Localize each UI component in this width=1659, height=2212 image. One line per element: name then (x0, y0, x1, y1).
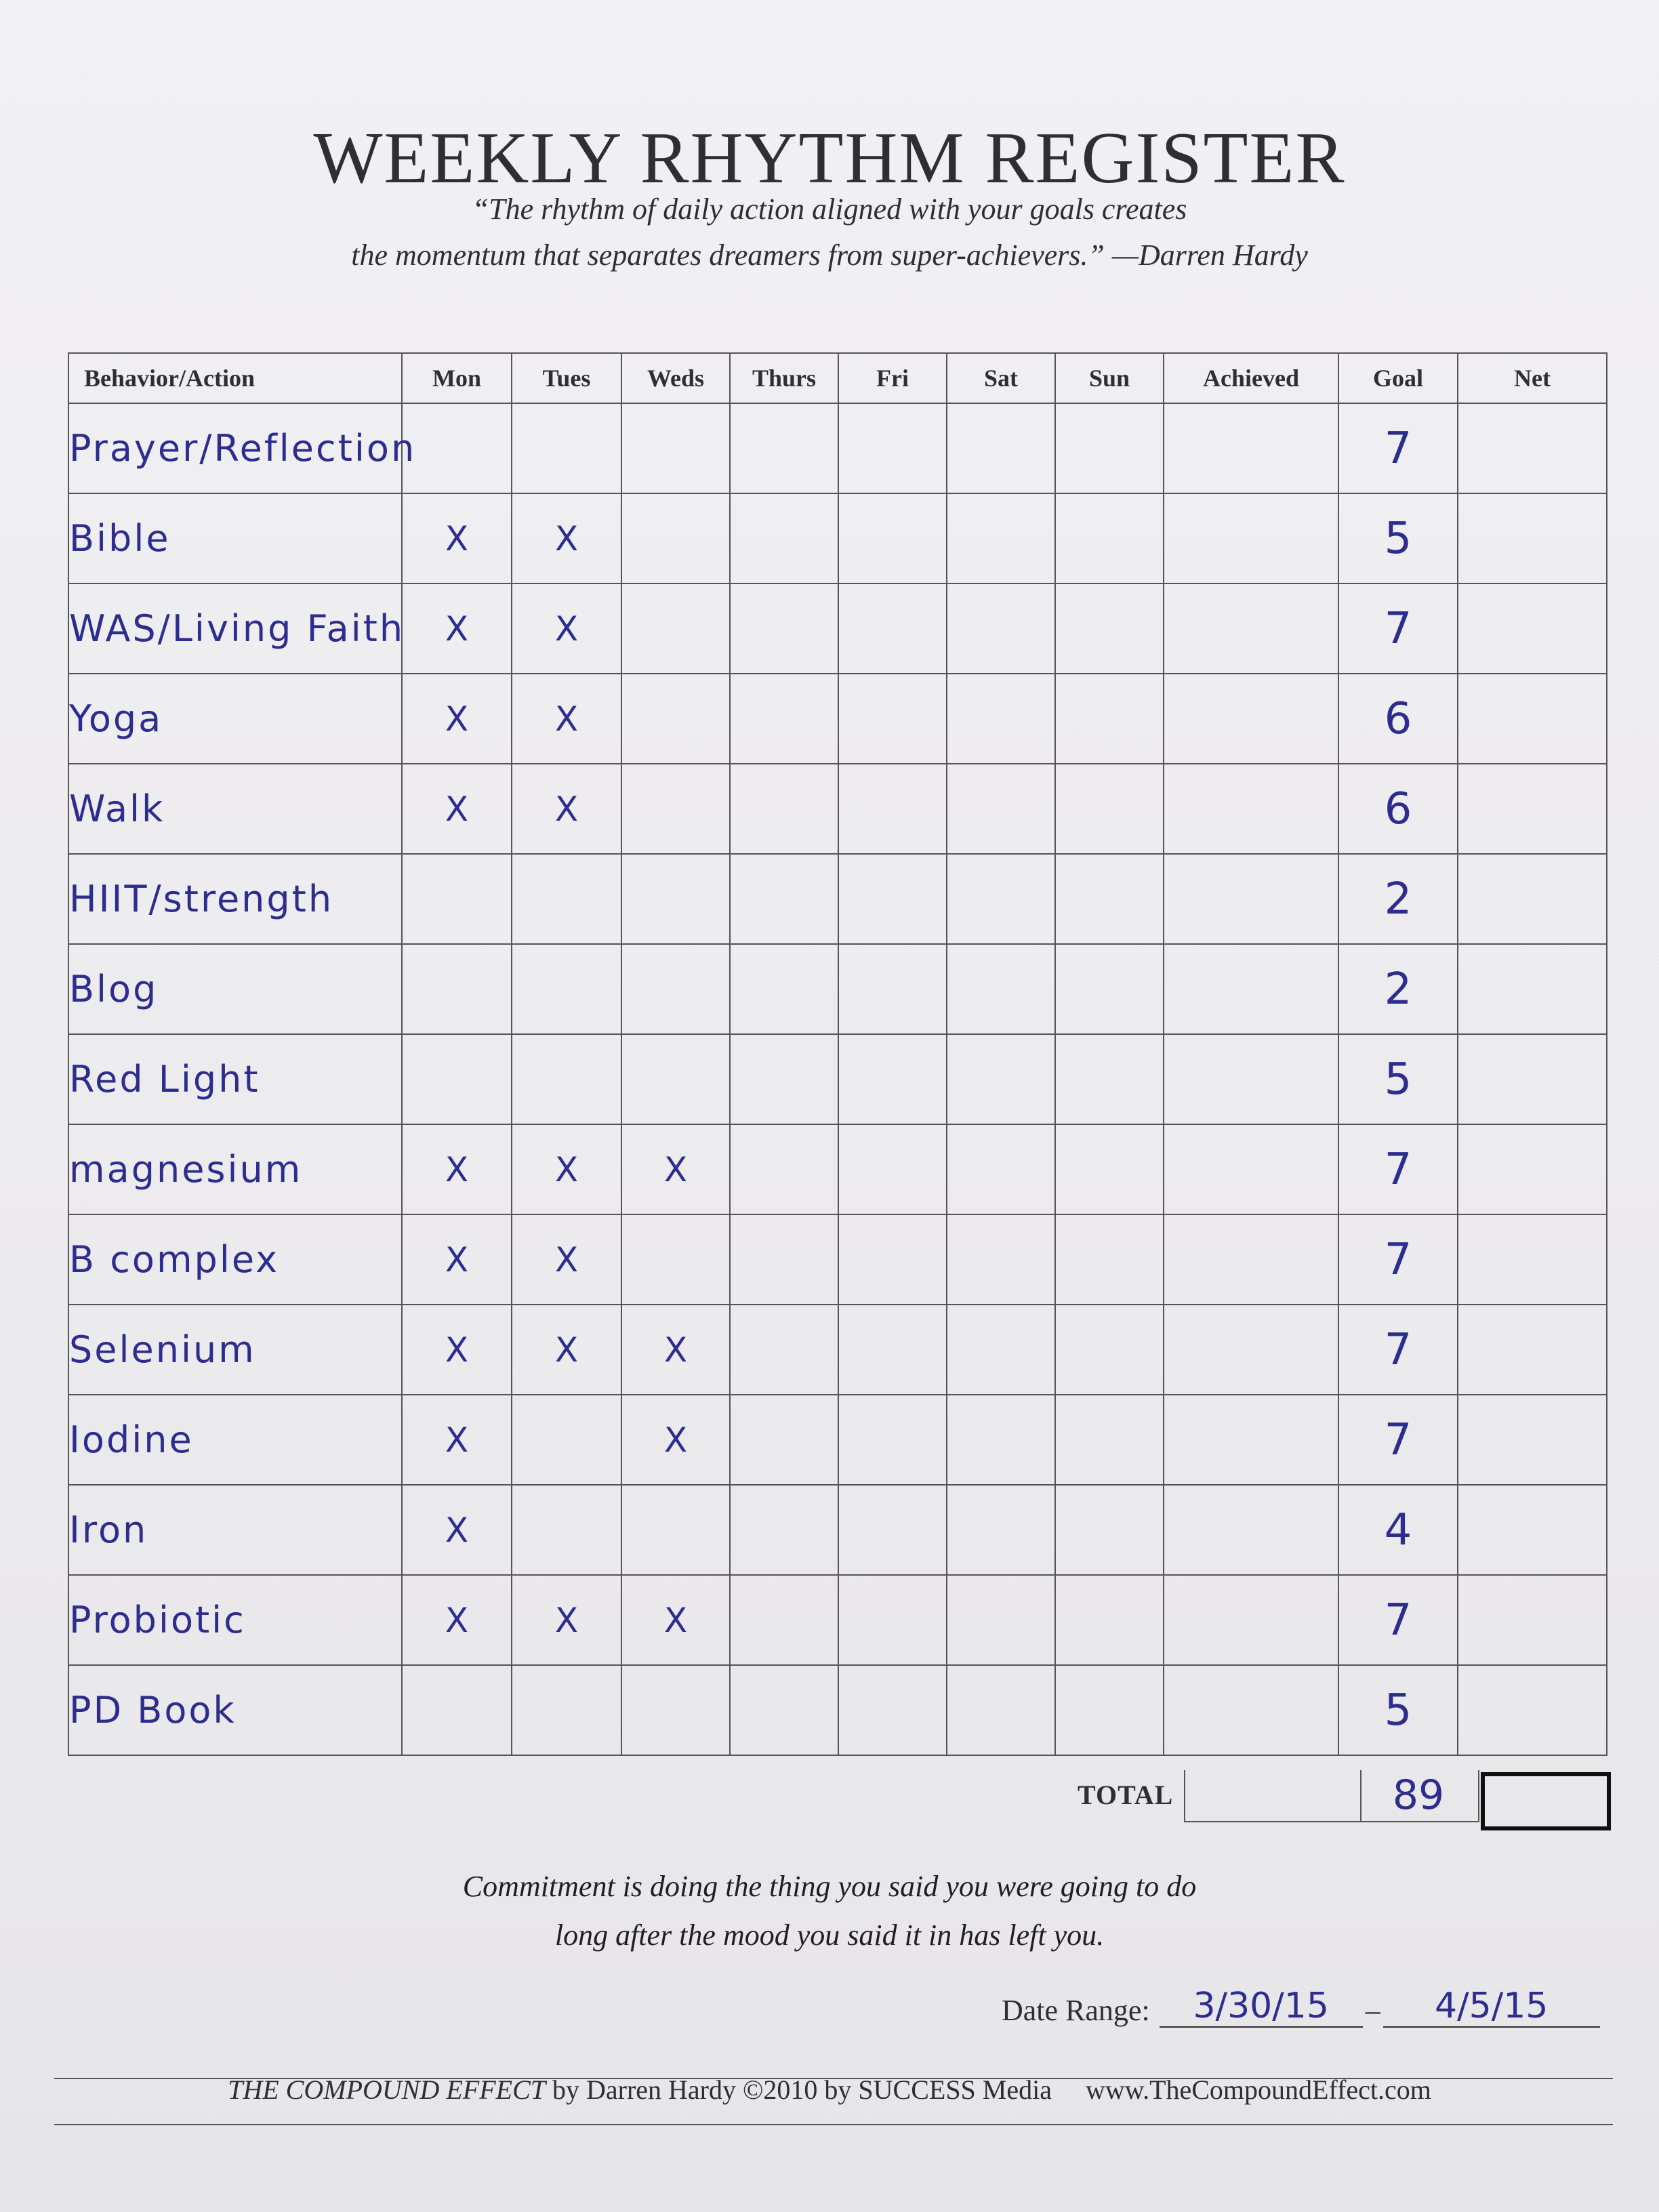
day-check-cell[interactable] (621, 674, 730, 764)
column-header-achieved: Achieved (1164, 353, 1338, 403)
net-cell[interactable] (1458, 1665, 1607, 1755)
day-check-cell[interactable] (621, 1034, 730, 1124)
day-check-cell[interactable] (512, 403, 621, 493)
date-start-field[interactable]: 3/30/15 (1160, 1986, 1363, 2028)
day-check-cell[interactable]: X (512, 1575, 621, 1665)
day-check-cell[interactable] (838, 1124, 947, 1214)
day-check-cell[interactable]: X (402, 1305, 512, 1395)
goal-cell[interactable]: 4 (1338, 1485, 1458, 1575)
day-check-cell[interactable] (838, 1034, 947, 1124)
day-check-cell[interactable]: X (512, 493, 621, 583)
day-check-cell[interactable] (838, 1575, 947, 1665)
column-header-tues: Tues (512, 353, 621, 403)
net-cell[interactable] (1458, 403, 1607, 493)
day-check-cell[interactable] (730, 1575, 838, 1665)
goal-cell[interactable]: 7 (1338, 1395, 1458, 1485)
table-row (68, 854, 1607, 944)
column-header-behavior-action: Behavior/Action (68, 353, 402, 403)
day-check-cell[interactable] (838, 583, 947, 674)
achieved-cell[interactable] (1164, 1395, 1338, 1485)
day-check-cell[interactable]: X (512, 1305, 621, 1395)
day-check-cell[interactable] (838, 764, 947, 854)
behavior-cell[interactable]: magnesium (68, 1124, 402, 1214)
footer-url: www.TheCompoundEffect.com (1086, 2074, 1431, 2105)
day-check-cell[interactable] (621, 583, 730, 674)
table-row (68, 403, 1607, 493)
day-check-cell[interactable]: X (621, 1124, 730, 1214)
day-check-cell[interactable] (1055, 1034, 1164, 1124)
day-check-cell[interactable] (730, 1665, 838, 1755)
achieved-cell[interactable] (1164, 1034, 1338, 1124)
net-cell[interactable] (1458, 674, 1607, 764)
net-cell[interactable] (1458, 854, 1607, 944)
hardy-quote (0, 186, 1659, 279)
day-check-cell[interactable] (1055, 764, 1164, 854)
day-check-cell[interactable] (947, 1485, 1055, 1575)
goal-cell[interactable]: 5 (1338, 1665, 1458, 1755)
achieved-cell[interactable] (1164, 674, 1338, 764)
day-check-cell[interactable] (730, 583, 838, 674)
behavior-cell[interactable]: WAS/Living Faith (68, 583, 402, 674)
day-check-cell[interactable] (1055, 1575, 1164, 1665)
day-check-cell[interactable] (512, 1034, 621, 1124)
day-check-cell[interactable] (1055, 583, 1164, 674)
table-row (68, 1124, 1607, 1214)
total-achieved-cell[interactable] (1184, 1770, 1361, 1822)
total-net-box[interactable] (1481, 1772, 1611, 1830)
day-check-cell[interactable] (730, 1034, 838, 1124)
day-check-cell[interactable] (730, 403, 838, 493)
column-header-weds: Weds (621, 353, 730, 403)
day-check-cell[interactable] (621, 854, 730, 944)
day-check-cell[interactable] (512, 1665, 621, 1755)
day-check-cell[interactable]: X (512, 1214, 621, 1305)
day-check-cell[interactable] (947, 1305, 1055, 1395)
net-cell[interactable] (1458, 1305, 1607, 1395)
day-check-cell[interactable] (402, 403, 512, 493)
goal-cell[interactable]: 2 (1338, 854, 1458, 944)
day-check-cell[interactable] (402, 944, 512, 1034)
day-check-cell[interactable] (621, 403, 730, 493)
day-check-cell[interactable] (838, 493, 947, 583)
day-check-cell[interactable] (1055, 1665, 1164, 1755)
achieved-cell[interactable] (1164, 1124, 1338, 1214)
day-check-cell[interactable] (402, 854, 512, 944)
column-header-net: Net (1458, 353, 1607, 403)
day-check-cell[interactable] (838, 944, 947, 1034)
day-check-cell[interactable] (838, 1665, 947, 1755)
day-check-cell[interactable] (730, 764, 838, 854)
day-check-cell[interactable] (1055, 1395, 1164, 1485)
day-check-cell[interactable] (947, 1124, 1055, 1214)
goal-cell[interactable]: 5 (1338, 493, 1458, 583)
day-check-cell[interactable] (947, 493, 1055, 583)
day-check-cell[interactable] (621, 1214, 730, 1305)
day-check-cell[interactable] (838, 403, 947, 493)
table-row (68, 583, 1607, 674)
table-row (68, 1485, 1607, 1575)
goal-cell[interactable]: 7 (1338, 1214, 1458, 1305)
day-check-cell[interactable]: X (512, 583, 621, 674)
achieved-cell[interactable] (1164, 1665, 1338, 1755)
goal-cell[interactable]: 2 (1338, 944, 1458, 1034)
behavior-cell[interactable]: Iron (68, 1485, 402, 1575)
footer (0, 2074, 1659, 2106)
goal-cell[interactable]: 7 (1338, 583, 1458, 674)
day-check-cell[interactable] (838, 1305, 947, 1395)
date-range (1002, 1986, 1600, 2028)
day-check-cell[interactable]: X (402, 493, 512, 583)
day-check-cell[interactable] (1055, 403, 1164, 493)
day-check-cell[interactable] (730, 1124, 838, 1214)
column-header-fri: Fri (838, 353, 947, 403)
net-cell[interactable] (1458, 944, 1607, 1034)
day-check-cell[interactable] (838, 674, 947, 764)
day-check-cell[interactable] (621, 1485, 730, 1575)
day-check-cell[interactable] (1055, 944, 1164, 1034)
behavior-cell[interactable]: HIIT/strength (68, 854, 402, 944)
day-check-cell[interactable]: X (402, 583, 512, 674)
goal-cell[interactable]: 6 (1338, 674, 1458, 764)
net-cell[interactable] (1458, 493, 1607, 583)
date-separator: – (1365, 1994, 1380, 2027)
achieved-cell[interactable] (1164, 1575, 1338, 1665)
behavior-cell[interactable]: Walk (68, 764, 402, 854)
column-header-sun: Sun (1055, 353, 1164, 403)
achieved-cell[interactable] (1164, 1305, 1338, 1395)
page-title: WEEKLY RHYTHM REGISTER (313, 118, 1346, 199)
table-row (68, 493, 1607, 583)
table-row (68, 1305, 1607, 1395)
commitment-quote (0, 1862, 1659, 1960)
achieved-cell[interactable] (1164, 854, 1338, 944)
day-check-cell[interactable] (947, 854, 1055, 944)
day-check-cell[interactable] (730, 493, 838, 583)
table-row (68, 674, 1607, 764)
day-check-cell[interactable] (1055, 1214, 1164, 1305)
total-goal-cell[interactable]: 89 (1359, 1770, 1479, 1822)
date-end-field[interactable]: 4/5/15 (1383, 1986, 1600, 2028)
net-cell[interactable] (1458, 1575, 1607, 1665)
day-check-cell[interactable] (512, 1485, 621, 1575)
goal-cell[interactable]: 7 (1338, 403, 1458, 493)
day-check-cell[interactable]: X (402, 1124, 512, 1214)
day-check-cell[interactable] (838, 1214, 947, 1305)
behavior-cell[interactable]: Selenium (68, 1305, 402, 1395)
achieved-cell[interactable] (1164, 403, 1338, 493)
day-check-cell[interactable]: X (402, 764, 512, 854)
table-row (68, 1665, 1607, 1755)
day-check-cell[interactable] (947, 1575, 1055, 1665)
day-check-cell[interactable] (947, 674, 1055, 764)
goal-cell[interactable]: 5 (1338, 1034, 1458, 1124)
day-check-cell[interactable] (947, 1214, 1055, 1305)
footer-credit: by Darren Hardy ©2010 by SUCCESS Media (546, 2074, 1052, 2105)
day-check-cell[interactable]: X (621, 1395, 730, 1485)
commitment-line-1: Commitment is doing the thing you said you were going to do (462, 1870, 1197, 1903)
column-header-sat: Sat (947, 353, 1055, 403)
day-check-cell[interactable] (730, 674, 838, 764)
net-cell[interactable] (1458, 1034, 1607, 1124)
day-check-cell[interactable] (512, 854, 621, 944)
net-cell[interactable] (1458, 583, 1607, 674)
day-check-cell[interactable] (730, 1395, 838, 1485)
behavior-cell[interactable]: PD Book (68, 1665, 402, 1755)
behavior-cell[interactable]: Bible (68, 493, 402, 583)
achieved-cell[interactable] (1164, 764, 1338, 854)
goal-cell[interactable]: 6 (1338, 764, 1458, 854)
day-check-cell[interactable]: X (621, 1575, 730, 1665)
day-check-cell[interactable] (730, 1305, 838, 1395)
net-cell[interactable] (1458, 764, 1607, 854)
day-check-cell[interactable] (730, 1214, 838, 1305)
day-check-cell[interactable] (947, 583, 1055, 674)
table-row (68, 944, 1607, 1034)
behavior-cell[interactable]: B complex (68, 1214, 402, 1305)
achieved-cell[interactable] (1164, 1214, 1338, 1305)
day-check-cell[interactable] (838, 1395, 947, 1485)
column-header-goal: Goal (1338, 353, 1458, 403)
day-check-cell[interactable] (947, 403, 1055, 493)
table-body (68, 403, 1607, 1755)
day-check-cell[interactable] (730, 1485, 838, 1575)
goal-cell[interactable]: 7 (1338, 1305, 1458, 1395)
day-check-cell[interactable]: X (512, 1124, 621, 1214)
date-range-label: Date Range: (1002, 1994, 1150, 2027)
day-check-cell[interactable] (1055, 1124, 1164, 1214)
behavior-cell[interactable]: Probiotic (68, 1575, 402, 1665)
net-cell[interactable] (1458, 1485, 1607, 1575)
table-row (68, 1575, 1607, 1665)
day-check-cell[interactable] (402, 1665, 512, 1755)
column-header-thurs: Thurs (730, 353, 838, 403)
day-check-cell[interactable] (621, 764, 730, 854)
behavior-cell[interactable]: Red Light (68, 1034, 402, 1124)
day-check-cell[interactable]: X (402, 1395, 512, 1485)
table-row (68, 764, 1607, 854)
column-header-mon: Mon (402, 353, 512, 403)
achieved-cell[interactable] (1164, 583, 1338, 674)
day-check-cell[interactable]: X (512, 674, 621, 764)
day-check-cell[interactable] (947, 944, 1055, 1034)
day-check-cell[interactable] (512, 1395, 621, 1485)
behavior-cell[interactable]: Blog (68, 944, 402, 1034)
table-row (68, 1395, 1607, 1485)
day-check-cell[interactable] (512, 944, 621, 1034)
day-check-cell[interactable] (838, 854, 947, 944)
day-check-cell[interactable] (1055, 854, 1164, 944)
achieved-cell[interactable] (1164, 493, 1338, 583)
behavior-cell[interactable]: Iodine (68, 1395, 402, 1485)
day-check-cell[interactable]: X (402, 674, 512, 764)
table-row (68, 1034, 1607, 1124)
day-check-cell[interactable]: X (402, 1485, 512, 1575)
achieved-cell[interactable] (1164, 1485, 1338, 1575)
net-cell[interactable] (1458, 1124, 1607, 1214)
commitment-line-2: long after the mood you said it in has left you. (554, 1919, 1105, 1952)
day-check-cell[interactable] (947, 1034, 1055, 1124)
quote-line-2: the momentum that separates dreamers from super-achievers.” —Darren Hardy (351, 239, 1308, 272)
day-check-cell[interactable] (621, 944, 730, 1034)
day-check-cell[interactable] (730, 854, 838, 944)
day-check-cell[interactable] (1055, 493, 1164, 583)
footer-rule-bottom (54, 2124, 1613, 2125)
day-check-cell[interactable] (838, 1485, 947, 1575)
behavior-cell[interactable]: Prayer/Reflection (68, 403, 402, 493)
quote-line-1: “The rhythm of daily action aligned with your goals creates (472, 192, 1187, 226)
total-label: TOTAL (1078, 1780, 1174, 1810)
day-check-cell[interactable] (947, 1665, 1055, 1755)
goal-cell[interactable]: 7 (1338, 1124, 1458, 1214)
footer-book-title: THE COMPOUND EFFECT (228, 2074, 546, 2105)
day-check-cell[interactable] (947, 764, 1055, 854)
day-check-cell[interactable]: X (402, 1575, 512, 1665)
day-check-cell[interactable]: X (512, 764, 621, 854)
day-check-cell[interactable] (621, 493, 730, 583)
table-header-row (68, 353, 1607, 403)
net-cell[interactable] (1458, 1395, 1607, 1485)
table-row (68, 1214, 1607, 1305)
day-check-cell[interactable] (947, 1395, 1055, 1485)
achieved-cell[interactable] (1164, 944, 1338, 1034)
net-cell[interactable] (1458, 1214, 1607, 1305)
day-check-cell[interactable] (730, 944, 838, 1034)
behavior-cell[interactable]: Yoga (68, 674, 402, 764)
day-check-cell[interactable]: X (402, 1214, 512, 1305)
day-check-cell[interactable] (402, 1034, 512, 1124)
day-check-cell[interactable] (621, 1665, 730, 1755)
day-check-cell[interactable] (1055, 674, 1164, 764)
day-check-cell[interactable]: X (621, 1305, 730, 1395)
day-check-cell[interactable] (1055, 1485, 1164, 1575)
goal-cell[interactable]: 7 (1338, 1575, 1458, 1665)
day-check-cell[interactable] (1055, 1305, 1164, 1395)
rhythm-register-table (68, 352, 1607, 1756)
